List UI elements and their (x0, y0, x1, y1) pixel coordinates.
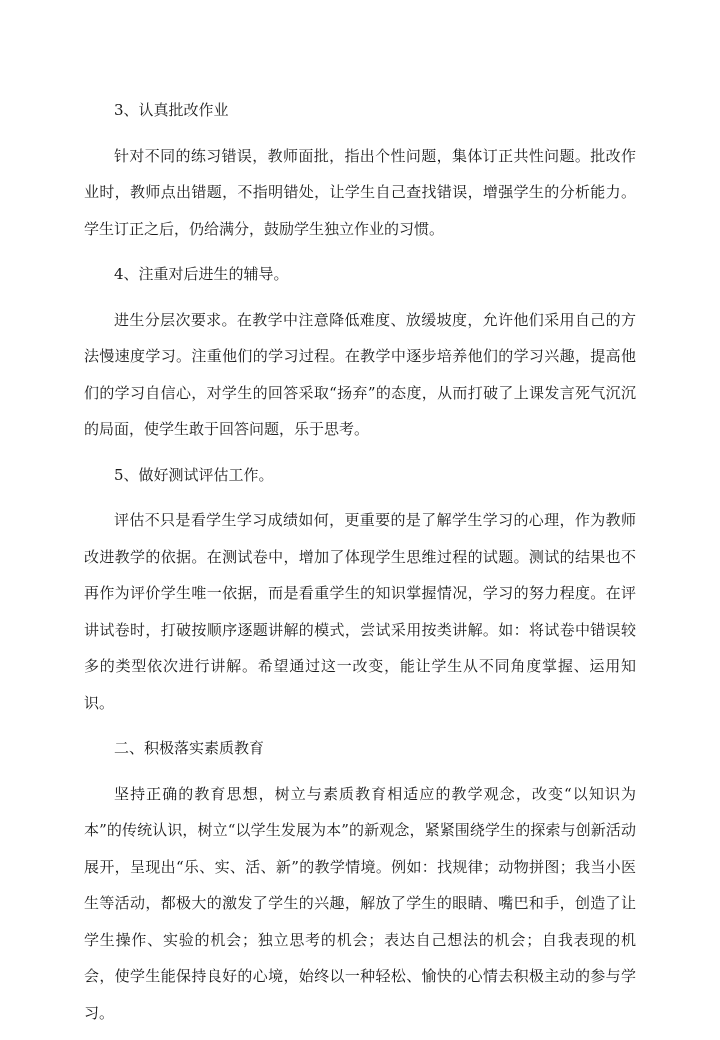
section-body-correct-homework: 针对不同的练习错误，教师面批，指出个性问题，集体订正共性问题。批改作业时，教师点出错题，不指明错处，让学生自己查找错误，增强学生的分析能力。学生订正之后，仍给满分，鼓励学生独立作业的习惯。 (84, 146, 636, 238)
section-body-assessment: 评估不只是看学生学习成绩如何，更重要的是了解学生学习的心理，作为教师改进教学的依据。在测试卷中，增加了体现学生思维过程的试题。测试的结果也不再作为评价学生唯一依据，而是看重学生的知识掌握情况，学习的努力程度。在评讲试卷时，打破按顺序逐题讲解的模式，尝试采用按类讲解。如：将试卷中错误较多的类型依次进行讲解。希望通过这一改变，能让学生从不同角度掌握、运用知识。 (84, 511, 636, 712)
section-heading-assessment: 5、做好测试评估工作。 (114, 465, 274, 484)
section-heading-struggling-students: 4、注重对后进生的辅导。 (114, 265, 289, 283)
section-body-struggling-students: 进生分层次要求。在教学中注意降低难度、放缓坡度，允许他们采用自己的方法慢速度学习。注重他们的学习过程。在教学中逐步培养他们的学习兴趣，提高他们的学习自信心，对学生的回答采取“扬弃”的态度，从而打破了上课发言死气沉沉的局面，使学生敢于回答问题，乐于思考。 (84, 310, 636, 438)
section-body-quality-education: 坚持正确的教育思想，树立与素质教育相适应的教学观念，改变“以知识为本”的传统认识，树立“以学生发展为本”的新观念，紧紧围绕学生的探索与创新活动展开，呈现出“乐、实、活、新”的教学情境。例如：找规律；动物拼图；我当小医生等活动，都极大的激发了学生的兴趣，解放了学生的眼睛、嘴巴和手，创造了让学生操作、实验的机会；独立思考的机会；表达自己想法的机会；自我表现的机会，使学生能保持良好的心境，始终以一种轻松、愉快的心情去积极主动的参与学习。 (84, 784, 636, 1022)
section-heading-quality-education: 二、积极落实素质教育 (114, 739, 265, 757)
section-heading-correct-homework: 3、认真批改作业 (114, 101, 229, 119)
document-body (84, 92, 636, 1040)
